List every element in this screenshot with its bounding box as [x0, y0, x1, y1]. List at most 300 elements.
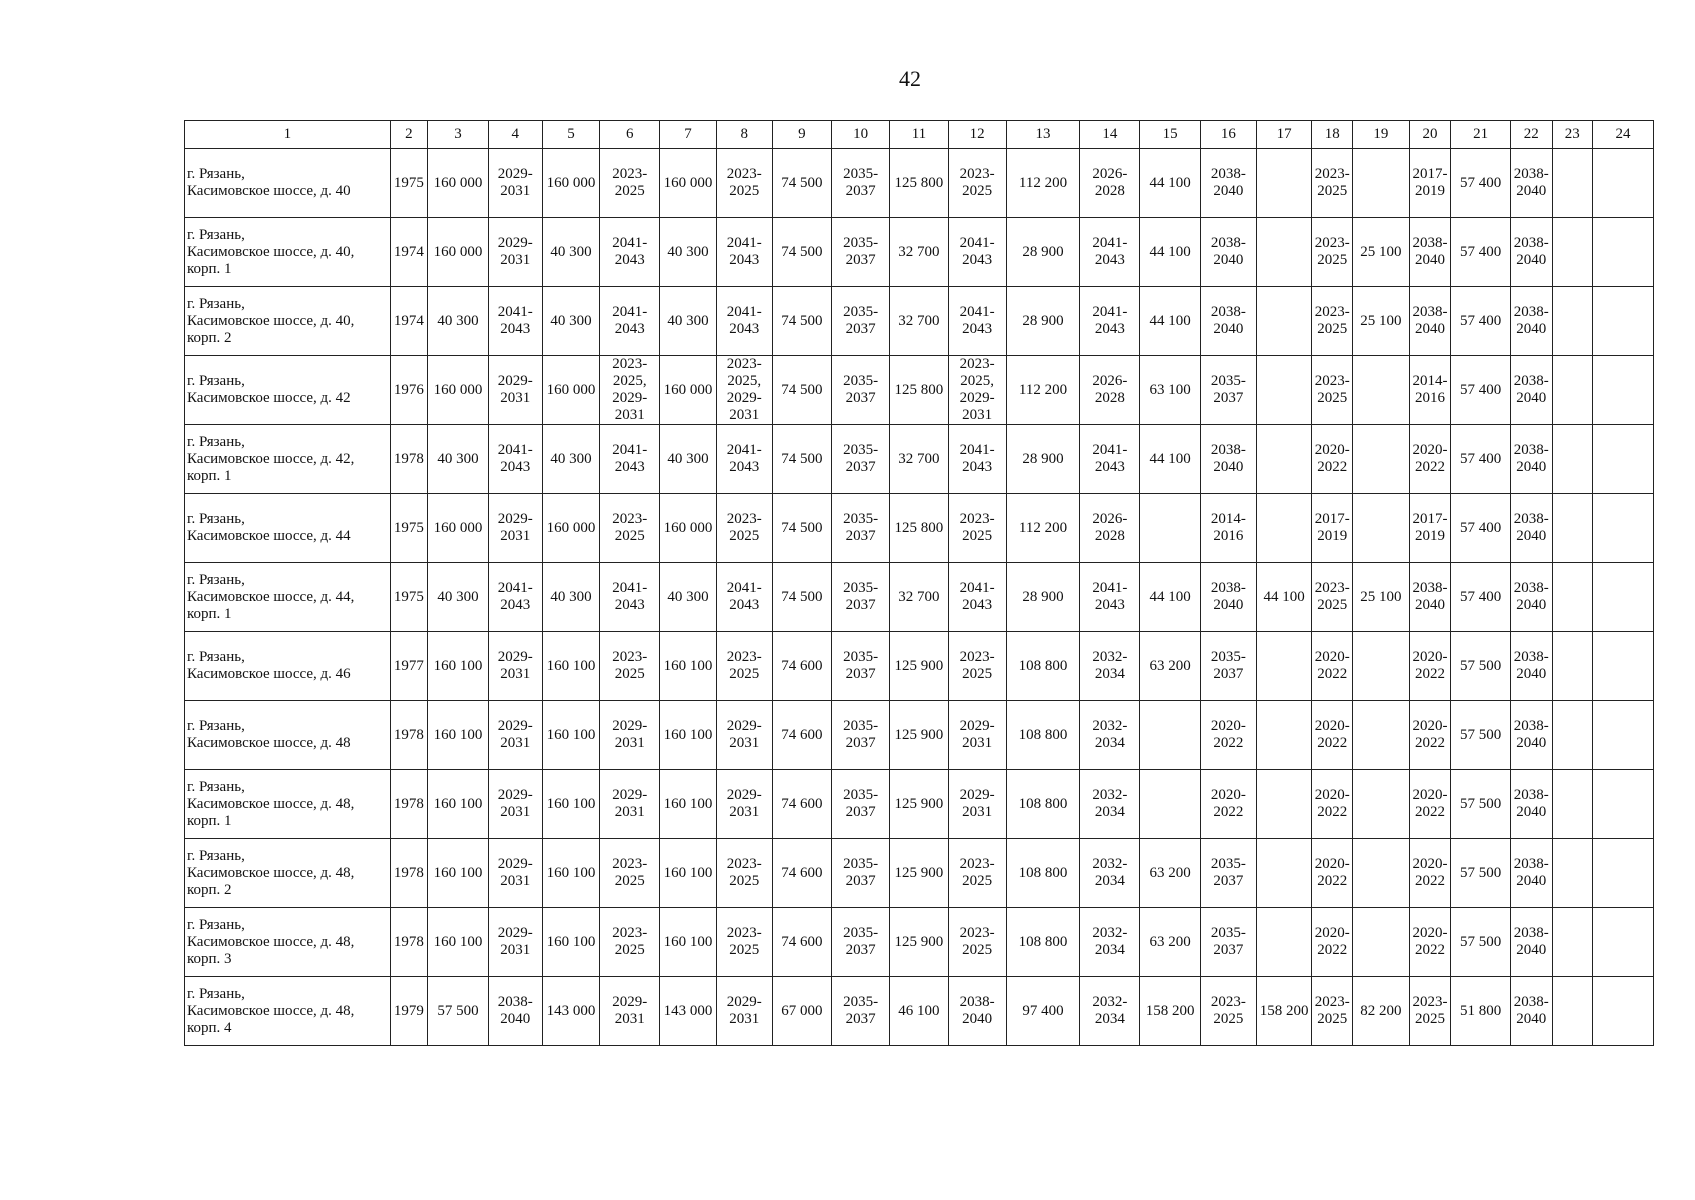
address-cell — [185, 287, 391, 356]
cell-text: 97 400 — [1022, 1002, 1064, 1019]
cell-text: 2023- 2025 — [1210, 994, 1246, 1027]
table-cell — [390, 701, 427, 770]
column-header-21: 21 — [1451, 121, 1511, 149]
table-cell — [1409, 632, 1451, 701]
column-header-6: 6 — [600, 121, 660, 149]
cell-text: 2038- 2040 — [1210, 442, 1246, 475]
cell-text: 160 100 — [663, 933, 713, 950]
cell-text: 74 600 — [781, 795, 823, 812]
table-cell — [832, 149, 890, 218]
table-cell — [600, 218, 660, 287]
table-cell — [1080, 356, 1140, 425]
table-cell — [660, 494, 717, 563]
cell-text: 2029- 2031 — [497, 649, 533, 682]
table-cell — [1256, 356, 1312, 425]
cell-text: 2035- 2037 — [843, 235, 879, 268]
table-cell — [390, 977, 427, 1046]
cell-text: 57 400 — [1459, 381, 1502, 398]
table-cell — [1256, 908, 1312, 977]
table-cell — [1352, 563, 1409, 632]
cell-text: 40 300 — [550, 243, 592, 260]
cell-text: г. Рязань, Касимовское шоссе, д. 42 — [187, 373, 351, 406]
cell-text: 40 300 — [667, 312, 709, 329]
cell-text: 2023- 2025 — [959, 925, 995, 958]
cell-text: 2041- 2043 — [726, 580, 762, 613]
table-cell — [772, 287, 832, 356]
cell-text: 2035- 2037 — [843, 856, 879, 889]
cell-text: 2041- 2043 — [726, 304, 762, 337]
table-cell — [948, 908, 1006, 977]
table-cell — [1552, 287, 1593, 356]
cell-text: г. Рязань, Касимовское шоссе, д. 48 — [187, 718, 351, 751]
cell-text: 2035- 2037 — [843, 304, 879, 337]
cell-text: 2017- 2019 — [1314, 511, 1350, 544]
table-cell — [1006, 908, 1080, 977]
table-cell — [772, 563, 832, 632]
table-cell — [716, 701, 772, 770]
cell-text: 74 500 — [781, 381, 823, 398]
table-cell — [1409, 425, 1451, 494]
cell-text: 2023- 2025 — [612, 166, 648, 199]
column-header-20: 20 — [1409, 121, 1451, 149]
table-cell — [1451, 425, 1511, 494]
cell-text: 160 100 — [433, 933, 483, 950]
table-cell — [428, 287, 489, 356]
cell-text: 74 600 — [781, 726, 823, 743]
table-cell — [1593, 425, 1654, 494]
table-cell — [1080, 701, 1140, 770]
cell-text: 2038- 2040 — [959, 994, 995, 1027]
table-cell — [1201, 425, 1257, 494]
column-header-7: 7 — [660, 121, 717, 149]
table-cell — [1593, 563, 1654, 632]
cell-text: 2029- 2031 — [726, 994, 762, 1027]
cell-text: 2023- 2025, 2029- 2031 — [612, 356, 648, 423]
table-cell — [1451, 839, 1511, 908]
cell-text: 2014- 2016 — [1412, 373, 1448, 406]
table-cell — [390, 632, 427, 701]
table-cell — [716, 632, 772, 701]
cell-text: 74 500 — [781, 450, 823, 467]
table-cell — [600, 149, 660, 218]
table-cell — [1352, 356, 1409, 425]
table-cell — [716, 977, 772, 1046]
cell-text: 63 200 — [1149, 864, 1191, 881]
table-header — [185, 121, 1654, 149]
table-cell — [428, 977, 489, 1046]
cell-text: 160 000 — [663, 174, 713, 191]
table-row — [185, 563, 1654, 632]
cell-text: 2029- 2031 — [497, 787, 533, 820]
cell-text: 158 200 — [1145, 1002, 1195, 1019]
cell-text: 2038- 2040 — [497, 994, 533, 1027]
cell-text: 158 200 — [1259, 1002, 1309, 1019]
cell-text: 2041- 2043 — [726, 235, 762, 268]
cell-text: 143 000 — [663, 1002, 713, 1019]
table-cell — [488, 632, 542, 701]
column-header-18: 18 — [1312, 121, 1353, 149]
table-cell — [1552, 425, 1593, 494]
table-cell — [832, 425, 890, 494]
cell-text: 1974 — [393, 243, 424, 260]
table-cell — [1080, 494, 1140, 563]
cell-text: 2035- 2037 — [843, 166, 879, 199]
cell-text: 2023- 2025 — [612, 649, 648, 682]
cell-text: 160 100 — [663, 726, 713, 743]
cell-text: 112 200 — [1018, 174, 1068, 191]
address-cell — [185, 770, 391, 839]
table-cell — [716, 425, 772, 494]
table-cell — [488, 149, 542, 218]
table-row — [185, 356, 1654, 425]
table-cell — [1140, 632, 1201, 701]
cell-text: 2029- 2031 — [497, 166, 533, 199]
table-cell — [660, 356, 717, 425]
cell-text: г. Рязань, Касимовское шоссе, д. 42, корп. 1 — [187, 433, 355, 484]
table-cell — [1201, 701, 1257, 770]
table-cell — [1409, 839, 1451, 908]
table-cell — [428, 563, 489, 632]
cell-text: 2041- 2043 — [1092, 304, 1128, 337]
table-cell — [1312, 701, 1353, 770]
table-cell — [1409, 563, 1451, 632]
table-cell — [660, 908, 717, 977]
table-cell — [716, 839, 772, 908]
cell-text: 2041- 2043 — [612, 442, 648, 475]
table-cell — [890, 839, 949, 908]
table-cell — [772, 839, 832, 908]
cell-text: 28 900 — [1022, 588, 1064, 605]
cell-text: 1978 — [393, 864, 424, 881]
table-cell — [1352, 908, 1409, 977]
cell-text: 2023- 2025 — [1412, 994, 1448, 1027]
table-cell — [1256, 701, 1312, 770]
table-cell — [660, 563, 717, 632]
table-cell — [390, 494, 427, 563]
table-cell — [1006, 701, 1080, 770]
page-number: 42 — [899, 66, 921, 91]
cell-text: 2020- 2022 — [1314, 856, 1350, 889]
table-cell — [660, 839, 717, 908]
table-cell — [1256, 218, 1312, 287]
table-cell — [600, 632, 660, 701]
table-cell — [1201, 494, 1257, 563]
column-header-10: 10 — [832, 121, 890, 149]
table-cell — [1511, 494, 1553, 563]
column-header-5: 5 — [542, 121, 600, 149]
cell-text: 67 000 — [781, 1002, 823, 1019]
table-cell — [600, 839, 660, 908]
table-cell — [832, 494, 890, 563]
table-cell — [948, 149, 1006, 218]
table-cell — [772, 425, 832, 494]
table-cell — [716, 149, 772, 218]
cell-text: 108 800 — [1018, 657, 1068, 674]
table-cell — [600, 494, 660, 563]
cell-text: 2023- 2025 — [726, 856, 762, 889]
table-cell — [1593, 701, 1654, 770]
cell-text: 2023- 2025 — [1314, 580, 1350, 613]
table-cell — [1552, 701, 1593, 770]
cell-text: 2035- 2037 — [843, 649, 879, 682]
table-cell — [1080, 218, 1140, 287]
cell-text: 74 600 — [781, 933, 823, 950]
table-cell — [1080, 770, 1140, 839]
table-cell — [390, 149, 427, 218]
table-cell — [660, 218, 717, 287]
table-cell — [1140, 908, 1201, 977]
cell-text: 57 500 — [1459, 657, 1502, 674]
cell-text: 2020- 2022 — [1314, 442, 1350, 475]
table-cell — [1409, 149, 1451, 218]
cell-text: 74 500 — [781, 243, 823, 260]
table-cell — [1312, 218, 1353, 287]
cell-text: 57 400 — [1459, 588, 1502, 605]
cell-text: 57 500 — [1459, 864, 1502, 881]
table-cell — [600, 287, 660, 356]
table-cell — [1006, 218, 1080, 287]
table-cell — [890, 494, 949, 563]
table-cell — [832, 908, 890, 977]
cell-text: 63 100 — [1149, 381, 1191, 398]
table-cell — [488, 218, 542, 287]
cell-text: 25 100 — [1360, 312, 1402, 329]
cell-text: 160 000 — [433, 381, 483, 398]
table-cell — [660, 287, 717, 356]
cell-text: 63 200 — [1149, 933, 1191, 950]
table-cell — [1451, 287, 1511, 356]
table-cell — [1352, 839, 1409, 908]
cell-text: 2041- 2043 — [959, 235, 995, 268]
cell-text: 44 100 — [1149, 174, 1191, 191]
table-cell — [772, 908, 832, 977]
table-cell — [1312, 356, 1353, 425]
table-cell — [660, 149, 717, 218]
cell-text: 2023- 2025 — [1314, 235, 1350, 268]
cell-text: 28 900 — [1022, 243, 1064, 260]
table-row — [185, 908, 1654, 977]
table-cell — [488, 908, 542, 977]
table-cell — [716, 356, 772, 425]
cell-text: 2038- 2040 — [1513, 580, 1549, 613]
column-header-24: 24 — [1593, 121, 1654, 149]
table-cell — [890, 977, 949, 1046]
table-cell — [600, 425, 660, 494]
cell-text: 125 900 — [894, 864, 944, 881]
cell-text: 2035- 2037 — [843, 718, 879, 751]
table-cell — [890, 632, 949, 701]
table-cell — [660, 770, 717, 839]
table-cell — [1312, 977, 1353, 1046]
table-cell — [1256, 494, 1312, 563]
table-cell — [1312, 425, 1353, 494]
table-cell — [948, 425, 1006, 494]
table-cell — [1511, 839, 1553, 908]
cell-text: 2041- 2043 — [1092, 580, 1128, 613]
cell-text: 1975 — [393, 174, 424, 191]
table-cell — [1593, 770, 1654, 839]
table-cell — [600, 356, 660, 425]
table-row — [185, 494, 1654, 563]
data-table — [184, 120, 1654, 1046]
table-cell — [542, 770, 600, 839]
table-cell — [716, 770, 772, 839]
cell-text: 125 800 — [894, 381, 944, 398]
table-cell — [390, 563, 427, 632]
table-cell — [948, 494, 1006, 563]
table-cell — [1352, 287, 1409, 356]
table-row — [185, 770, 1654, 839]
table-cell — [1312, 908, 1353, 977]
table-cell — [1006, 770, 1080, 839]
table-cell — [1451, 908, 1511, 977]
table-cell — [1451, 218, 1511, 287]
cell-text: 1975 — [393, 519, 424, 536]
cell-text: 108 800 — [1018, 933, 1068, 950]
table-cell — [832, 287, 890, 356]
cell-text: 160 100 — [663, 795, 713, 812]
cell-text: 2038- 2040 — [1513, 856, 1549, 889]
cell-text: г. Рязань, Касимовское шоссе, д. 48, корп. 2 — [187, 847, 355, 898]
cell-text: 2041- 2043 — [959, 442, 995, 475]
table-cell — [1201, 908, 1257, 977]
cell-text: 2038- 2040 — [1210, 166, 1246, 199]
cell-text: 2020- 2022 — [1412, 856, 1448, 889]
cell-text: 2035- 2037 — [1210, 373, 1246, 406]
cell-text: 57 500 — [1459, 933, 1502, 950]
table-cell — [832, 839, 890, 908]
table-cell — [1409, 701, 1451, 770]
table-cell — [600, 977, 660, 1046]
cell-text: 1976 — [393, 381, 424, 398]
cell-text: 2026- 2028 — [1092, 511, 1128, 544]
table-row — [185, 701, 1654, 770]
table-cell — [1312, 770, 1353, 839]
table-cell — [832, 218, 890, 287]
table-cell — [1006, 563, 1080, 632]
table-cell — [660, 632, 717, 701]
cell-text: 2029- 2031 — [497, 235, 533, 268]
table-cell — [1511, 977, 1553, 1046]
table-cell — [1140, 563, 1201, 632]
table-cell — [428, 425, 489, 494]
table-cell — [390, 908, 427, 977]
cell-text: 32 700 — [898, 588, 940, 605]
cell-text: г. Рязань, Касимовское шоссе, д. 44, корп. 1 — [187, 571, 355, 622]
cell-text: 2029- 2031 — [497, 925, 533, 958]
cell-text: 57 400 — [1459, 450, 1502, 467]
cell-text: 32 700 — [898, 450, 940, 467]
cell-text: 1978 — [393, 450, 424, 467]
cell-text: 2029- 2031 — [726, 718, 762, 751]
table-cell — [1352, 218, 1409, 287]
table-cell — [1511, 356, 1553, 425]
table-cell — [832, 770, 890, 839]
cell-text: г. Рязань, Касимовское шоссе, д. 46 — [187, 649, 351, 682]
cell-text: 2035- 2037 — [843, 925, 879, 958]
cell-text: 2041- 2043 — [726, 442, 762, 475]
table-cell — [428, 839, 489, 908]
table-cell — [1080, 287, 1140, 356]
cell-text: 74 500 — [781, 312, 823, 329]
cell-text: 28 900 — [1022, 312, 1064, 329]
table-cell — [428, 149, 489, 218]
table-cell — [1552, 149, 1593, 218]
cell-text: 125 900 — [894, 657, 944, 674]
cell-text: 2026- 2028 — [1092, 166, 1128, 199]
cell-text: 2035- 2037 — [843, 787, 879, 820]
cell-text: 1975 — [393, 588, 424, 605]
cell-text: 2020- 2022 — [1314, 649, 1350, 682]
cell-text: 160 000 — [546, 519, 596, 536]
cell-text: 2032- 2034 — [1092, 787, 1128, 820]
table-cell — [600, 563, 660, 632]
table-cell — [488, 287, 542, 356]
table-cell — [1409, 977, 1451, 1046]
table-cell — [772, 494, 832, 563]
cell-text: 2020- 2022 — [1412, 442, 1448, 475]
table-cell — [832, 701, 890, 770]
cell-text: 1977 — [393, 657, 424, 674]
cell-text: 40 300 — [667, 243, 709, 260]
cell-text: 2038- 2040 — [1513, 304, 1549, 337]
cell-text: 2038- 2040 — [1513, 787, 1549, 820]
cell-text: 2023- 2025 — [726, 511, 762, 544]
cell-text: 57 400 — [1459, 519, 1502, 536]
table-cell — [1006, 356, 1080, 425]
address-cell — [185, 149, 391, 218]
cell-text: 2029- 2031 — [612, 994, 648, 1027]
table-cell — [1511, 425, 1553, 494]
cell-text: 143 000 — [546, 1002, 596, 1019]
table-cell — [832, 563, 890, 632]
table-cell — [1593, 149, 1654, 218]
cell-text: 40 300 — [437, 312, 479, 329]
cell-text: 2023- 2025 — [726, 649, 762, 682]
cell-text: 25 100 — [1360, 588, 1402, 605]
table-cell — [716, 494, 772, 563]
cell-text: 2041- 2043 — [1092, 235, 1128, 268]
table-cell — [390, 356, 427, 425]
table-cell — [832, 356, 890, 425]
cell-text: 2038- 2040 — [1513, 925, 1549, 958]
cell-text: 160 100 — [663, 864, 713, 881]
table-cell — [948, 356, 1006, 425]
table-cell — [1552, 770, 1593, 839]
table-cell — [488, 356, 542, 425]
table-cell — [1552, 356, 1593, 425]
table-cell — [1552, 494, 1593, 563]
table-cell — [1140, 977, 1201, 1046]
cell-text: 44 100 — [1263, 588, 1305, 605]
cell-text: 51 800 — [1459, 1002, 1502, 1019]
table-cell — [772, 632, 832, 701]
cell-text: 2032- 2034 — [1092, 925, 1128, 958]
cell-text: 2035- 2037 — [843, 994, 879, 1027]
cell-text: 40 300 — [437, 588, 479, 605]
table-cell — [1140, 356, 1201, 425]
table-cell — [948, 563, 1006, 632]
cell-text: 160 100 — [546, 933, 596, 950]
table-row — [185, 218, 1654, 287]
table-cell — [1593, 839, 1654, 908]
column-header-1: 1 — [185, 121, 391, 149]
column-header-19: 19 — [1352, 121, 1409, 149]
cell-text: 2035- 2037 — [843, 580, 879, 613]
column-header-12: 12 — [948, 121, 1006, 149]
cell-text: 57 500 — [437, 1002, 479, 1019]
table-cell — [1409, 287, 1451, 356]
